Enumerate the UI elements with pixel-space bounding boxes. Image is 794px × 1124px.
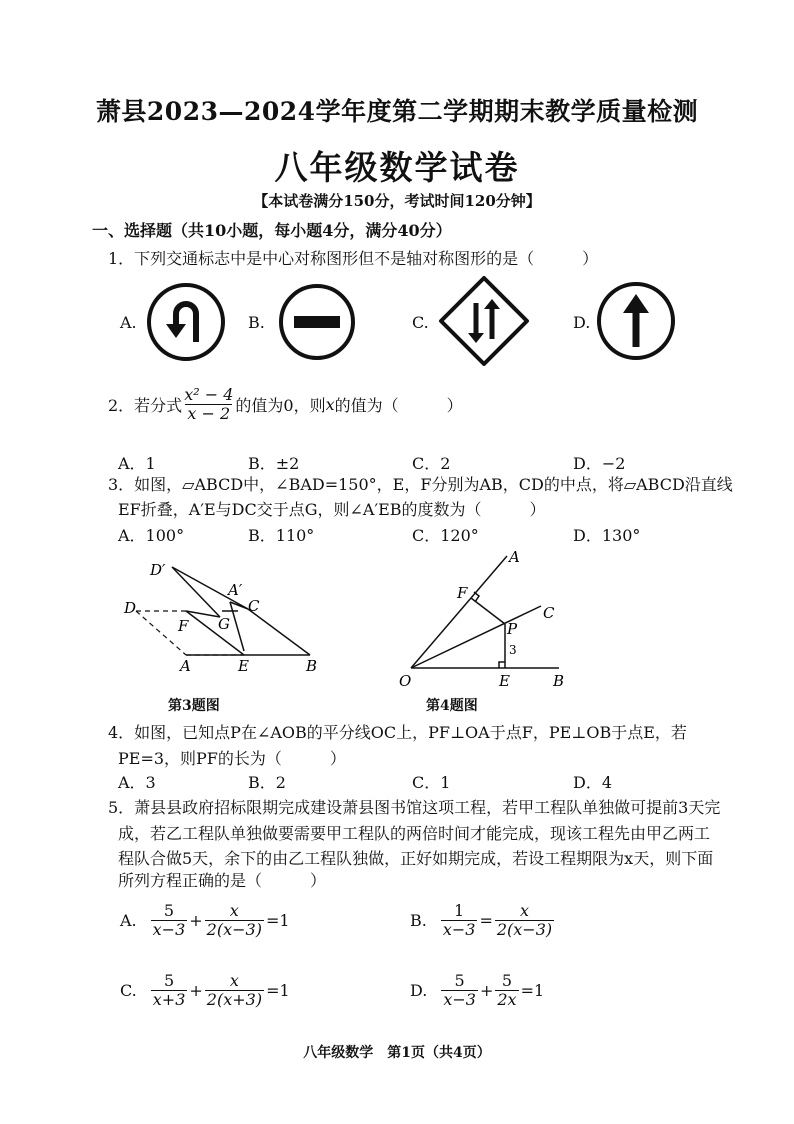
figure-3-caption: 第3题图 xyxy=(168,698,220,714)
numerator: 5 xyxy=(163,971,175,990)
fig3-point-label: D′ xyxy=(150,561,166,579)
q1-option-b-label: B. xyxy=(248,313,265,332)
fraction xyxy=(151,972,188,1010)
denominator: x−3 xyxy=(152,920,186,940)
q2-option-d: D．−2 xyxy=(573,454,626,473)
q4-line2: PE=3，则PF的长为（ ） xyxy=(118,749,346,768)
exam-subtitle: 八年级数学试卷 xyxy=(274,148,520,187)
fraction xyxy=(441,972,478,1010)
q3-option-b: B．110° xyxy=(248,526,315,545)
numerator: 5 xyxy=(501,971,513,990)
fig3-point-label: C xyxy=(248,597,260,615)
q3-line1: 3．如图，▱ABCD中，∠BAD=150°，E，F分别为AB，CD的中点，将▱ABCD沿直线 xyxy=(108,475,733,494)
figure-4 xyxy=(395,548,570,690)
q3-option-a: A．100° xyxy=(118,526,185,545)
page-footer: 八年级数学 第1页（共4页） xyxy=(303,1045,491,1061)
denominator: 2(x−3) xyxy=(206,920,262,940)
denominator: x+3 xyxy=(152,990,186,1010)
q2-stem xyxy=(108,386,463,424)
denominator: x−3 xyxy=(443,990,476,1010)
figure-3 xyxy=(110,555,335,685)
exam-title: 萧县2023—2024学年度第二学期期末教学质量检测 xyxy=(95,97,699,126)
fraction xyxy=(151,902,188,940)
q4-option-b: B．2 xyxy=(248,773,286,792)
fig4-point-label: E xyxy=(499,672,510,690)
fraction xyxy=(495,972,518,1010)
exam-note: 【本试卷满分150分，考试时间120分钟】 xyxy=(253,192,541,210)
numerator: x xyxy=(519,901,530,920)
operator: + xyxy=(189,981,203,1001)
fig3-point-label: A′ xyxy=(228,581,243,599)
q4-option-c: C．1 xyxy=(412,773,451,792)
numerator: 5 xyxy=(454,971,465,990)
q2-option-b: B．±2 xyxy=(248,454,300,473)
q2-denominator: x − 2 xyxy=(187,404,231,424)
q5-line3: 程队合做5天，余下的由乙工程队独做，正好如期完成，若设工程期限为x天，则下面 xyxy=(118,849,714,868)
denominator: 2x xyxy=(497,990,517,1010)
q5-option-a xyxy=(120,902,290,940)
q2-stem-post: 的值为0，则 xyxy=(235,396,326,416)
fig4-point-label: A xyxy=(509,548,520,566)
equals-rhs: =1 xyxy=(266,981,290,1001)
fig4-point-label: C xyxy=(543,604,555,622)
fig4-point-label: F xyxy=(457,584,468,602)
section-heading: 一、选择题（共10小题，每小题4分，满分40分） xyxy=(92,221,452,240)
numerator: 5 xyxy=(163,901,175,920)
q5-option-c xyxy=(120,972,290,1010)
fig3-point-label: E xyxy=(238,657,249,675)
fig4-length-mark: 3 xyxy=(509,643,517,657)
equals-rhs: =1 xyxy=(265,911,290,931)
fraction xyxy=(495,902,554,940)
q2-stem-pre: 2．若分式 xyxy=(108,396,183,416)
fig3-point-label: A xyxy=(180,657,191,675)
fig4-point-label: P xyxy=(507,620,518,638)
operator: + xyxy=(189,911,203,931)
q5-line4: 所列方程正确的是（ ） xyxy=(118,871,327,890)
fraction xyxy=(205,972,264,1010)
q1-option-d-label: D. xyxy=(573,313,591,332)
fraction xyxy=(205,902,264,940)
q5-line2: 成，若乙工程队单独做要需要甲工程队的两倍时间才能完成，现该工程先由甲乙两工 xyxy=(118,824,711,843)
q5-option-a-label: A. xyxy=(120,911,137,931)
figure-4-caption: 第4题图 xyxy=(426,698,478,714)
fig4-point-label: O xyxy=(399,672,412,690)
operator: + xyxy=(479,981,494,1001)
q3-line2: EF折叠，A′E与DC交于点G，则∠A′EB的度数为（ ） xyxy=(118,500,546,519)
denominator: x−3 xyxy=(442,920,476,940)
q4-option-a: A．3 xyxy=(118,773,156,792)
q2-stem-post2: 的值为（ ） xyxy=(334,396,463,416)
fig3-point-label: D xyxy=(124,599,137,617)
q5-option-d-label: D. xyxy=(410,981,428,1001)
q5-option-b-label: B. xyxy=(410,911,427,931)
operator: = xyxy=(479,911,493,931)
numerator: x xyxy=(229,901,239,920)
q5-option-b xyxy=(410,902,556,940)
q4-option-d: D．4 xyxy=(573,773,613,792)
straight-ahead-sign-icon xyxy=(596,281,676,361)
q5-option-d xyxy=(410,972,544,1010)
two-way-traffic-sign-icon xyxy=(438,275,530,367)
q4-line1: 4．如图，已知点P在∠AOB的平分线OC上，PF⊥OA于点F，PE⊥OB于点E，若 xyxy=(108,723,687,742)
q3-option-c: C．120° xyxy=(412,526,479,545)
q3-option-d: D．130° xyxy=(573,526,641,545)
fig4-point-label: B xyxy=(553,672,565,690)
numerator: x xyxy=(229,971,239,990)
fig3-point-label: B xyxy=(306,657,318,675)
numerator: 1 xyxy=(454,901,465,920)
fraction xyxy=(441,902,478,940)
q5-line1: 5．萧县县政府招标限期完成建设萧县图书馆这项工程，若甲工程队单独做可提前3天完 xyxy=(108,798,721,817)
equals-rhs: =1 xyxy=(520,981,545,1001)
q1-stem: 1．下列交通标志中是中心对称图形但不是轴对称图形的是（ ） xyxy=(108,249,599,268)
u-turn-sign-icon xyxy=(146,282,226,362)
q2-option-a: A．1 xyxy=(118,454,156,473)
q2-option-c: C．2 xyxy=(412,454,451,473)
fig3-point-label: F xyxy=(178,617,189,635)
denominator: 2(x+3) xyxy=(206,990,263,1010)
q1-option-a-label: A. xyxy=(120,313,137,332)
no-entry-sign-icon xyxy=(278,283,356,361)
q1-option-c-label: C. xyxy=(412,313,429,332)
q2-fraction xyxy=(182,386,235,424)
fig3-point-label: G xyxy=(218,615,230,633)
q5-option-c-label: C. xyxy=(120,981,137,1001)
q2-variable: x xyxy=(325,395,335,415)
denominator: 2(x−3) xyxy=(496,920,553,940)
q2-numerator: x² − 4 xyxy=(184,385,234,404)
